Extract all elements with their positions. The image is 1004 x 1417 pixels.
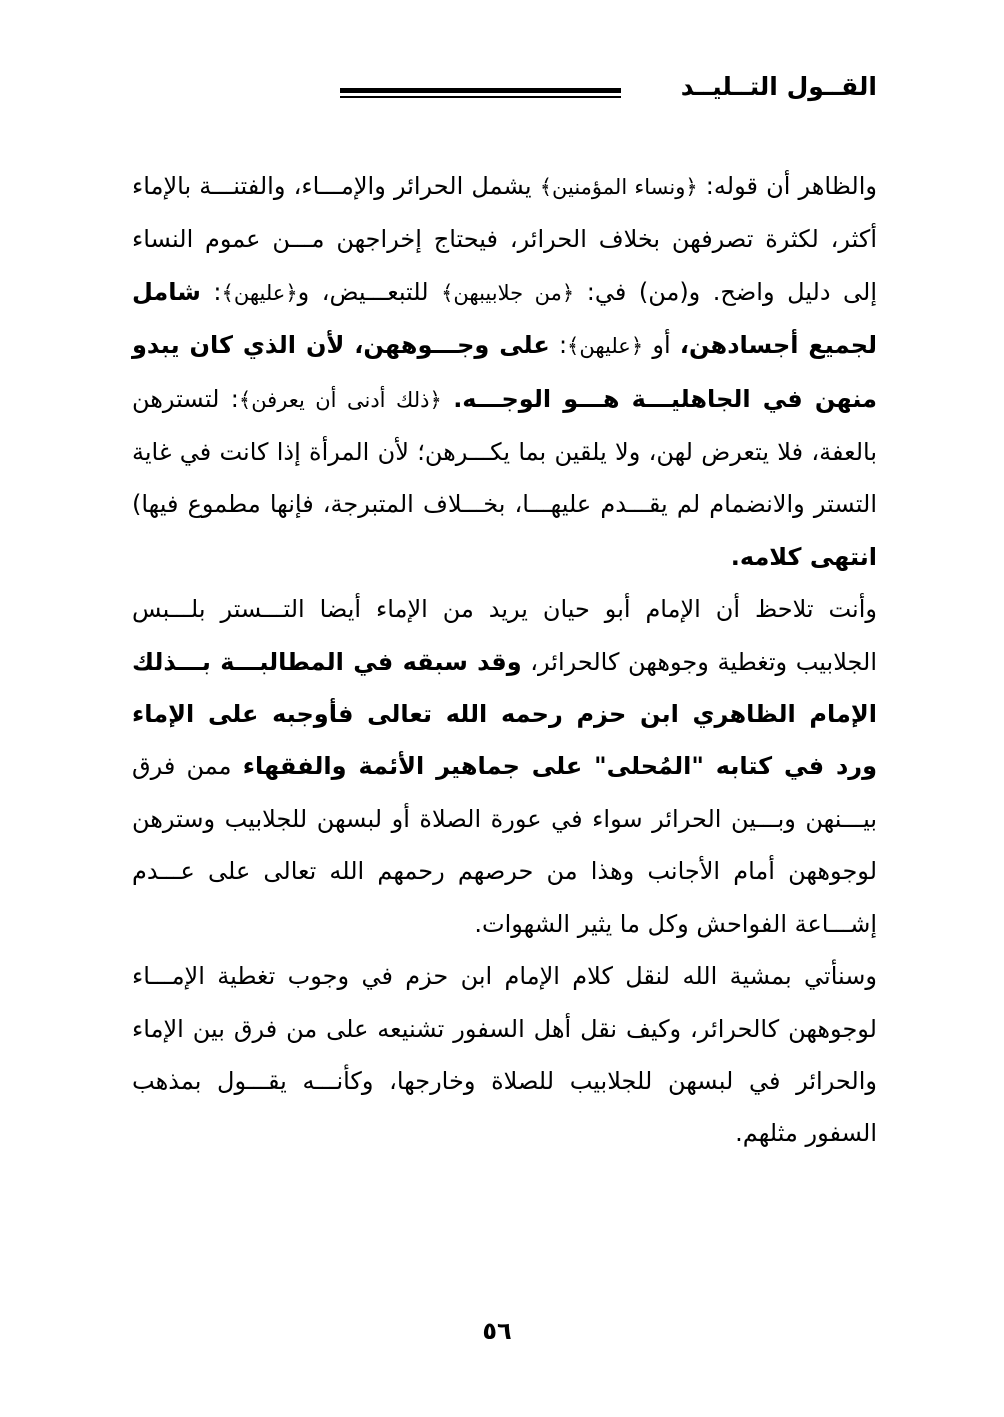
paragraph-2 bbox=[132, 583, 877, 950]
quran-quote: ﴿ذلك أدنى أن يعرفن﴾ bbox=[238, 387, 442, 412]
text-segment bbox=[442, 385, 453, 413]
quran-quote: ﴿عليهن﴾ bbox=[567, 334, 644, 359]
bold-text: انتهى كلامه. bbox=[730, 542, 877, 571]
text-segment: أو bbox=[643, 331, 680, 360]
book-title: القــول التــليــد bbox=[680, 72, 877, 101]
header-rule-thick bbox=[340, 88, 621, 93]
quran-quote: ﴿ونساء المؤمنين﴾ bbox=[539, 175, 698, 199]
header-rule-thin bbox=[340, 96, 621, 98]
paragraph-1 bbox=[132, 160, 877, 583]
text-segment: والظاهر أن قوله: bbox=[697, 172, 877, 200]
bold-text: شامل لجميع أجسادهن، bbox=[132, 277, 878, 360]
text-segment: للتبعـــيض، و bbox=[297, 277, 442, 306]
text-segment: يشمل الحرائر والإمـــاء، والفتنـــة بالإماء أكثر، لكثرة تصرفهن بخلاف الحرائر، فيحتاج إخراجهن مـــن عموم النساء إلى دليل واضح. و(من) في: bbox=[132, 172, 878, 306]
text-segment: : bbox=[549, 331, 568, 360]
text-segment: وسنأتي بمشية الله لنقل كلام الإمام ابن حزم في وجوب تغطية الإمـــاء لوجوههن كالحرائر، وكيف نقل أهل السفور تشنيعه على من فرق بين الإماء والحرائر في لبسهن للجلابيب للصلاة وخارجها، وكأنـــه يقـــول بمذهب السفور مثلهم. bbox=[132, 962, 877, 1148]
bold-text: على وجـــوههن، لأن الذي كان يبدو منهن في الجاهليـــة هـــو الوجـــه. bbox=[132, 331, 877, 413]
bold-text: وقد سبقه في المطالبـــة بـــذلك الإمام الظاهري ابن حزم رحمه الله تعالى فأوجبه على الإماء ورد في كتابه "المُحلى" على جماهير الأئمة والفقهاء bbox=[132, 647, 878, 781]
page-number: ٥٦ bbox=[482, 1317, 512, 1345]
running-header bbox=[132, 70, 877, 110]
header-rule bbox=[340, 88, 621, 98]
text-segment: وأنت تلاحظ أن الإمام أبو حيان يريد من الإماء أيضا التـــستر بلـــبس الجلابيب وتغطية وجوههن كالحرائر، bbox=[132, 595, 877, 676]
text-segment: : لتسترهن بالعفة، فلا يتعرض لهن، ولا يلقين بما يكـــرهن؛ لأن المرأة إذا كانت في غاية التستر والانضمام لم يقـــدم عليهـــا، بخـــلاف المتبرجة، فإنها مطموع فيها) bbox=[132, 384, 877, 519]
quran-quote: ﴿من جلابيبهن﴾ bbox=[441, 280, 575, 305]
body-text bbox=[132, 160, 877, 1160]
quran-quote: ﴿عليهن﴾ bbox=[221, 280, 298, 305]
paragraph-3 bbox=[132, 950, 877, 1160]
text-segment: : bbox=[200, 277, 222, 306]
text-segment: ممن فرق بيـــنهن وبـــين الحرائر سواء في عورة الصلاة أو لبسهن للجلابيب وسترهن لوجوههن أمام الأجانب وهذا من حرصهم رحمهم الله تعالى على عـــدم إشـــاعة الفواحش وكل ما يثير الشهوات. bbox=[132, 752, 877, 938]
